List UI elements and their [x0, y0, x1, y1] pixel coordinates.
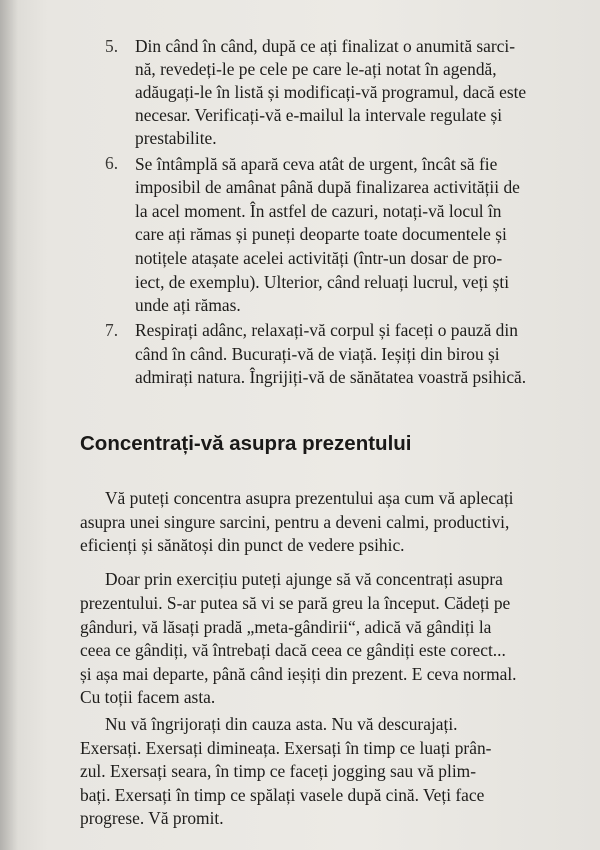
- paragraph-line: zul. Exersați seara, în timp ce faceți jogging sau vă plim-: [80, 761, 476, 781]
- section-heading: Concentrați-vă asupra prezentului: [80, 432, 412, 455]
- list-item-line: imposibil de amânat până după finalizarea activității de: [135, 177, 520, 197]
- page-gutter-shadow: [0, 0, 18, 850]
- list-item-line: care ați rămas și puneți deoparte toate documentele și: [135, 224, 507, 244]
- list-item-line: iect, de exemplu). Ulterior, când reluați lucrul, veți ști: [135, 272, 510, 292]
- list-item-line: când în când. Bucurați-vă de viață. Ieșiți din birou și: [135, 344, 500, 364]
- list-item-line: Se întâmplă să apară ceva atât de urgent, încât să fie: [135, 154, 498, 174]
- paragraph-line: și așa mai departe, până când ieșiți din prezent. E ceva normal.: [80, 664, 517, 684]
- paragraph-line: Cu toții facem asta.: [80, 687, 216, 707]
- paragraph-line: progrese. Vă promit.: [80, 808, 224, 828]
- list-item-line: nă, revedeți-le pe cele pe care le-ați notat în agendă,: [135, 59, 497, 79]
- list-item-line: admirați natura. Îngrijiți-vă de sănătatea voastră psihică.: [135, 367, 527, 387]
- list-item-line: unde ați rămas.: [135, 295, 241, 315]
- paragraph-line: ceea ce gândiți, vă întrebați dacă ceea ce gândiți este corect...: [80, 640, 506, 660]
- list-item-line: notițele atașate acelei activități (într-un dosar de pro-: [135, 248, 503, 268]
- paragraph-line: bați. Exersați în timp ce spălați vasele după cină. Veți face: [80, 785, 485, 805]
- list-item-number: 6.: [105, 153, 119, 173]
- paragraph-line: gânduri, vă lăsați pradă „meta-gândirii“, adică vă gândiți la: [80, 617, 492, 637]
- list-item-line: Respirați adânc, relaxați-vă corpul și faceți o pauză din: [135, 320, 518, 340]
- list-item-number: 7.: [105, 320, 119, 340]
- list-item-line: la acel moment. În astfel de cazuri, notați-vă locul în: [135, 201, 502, 221]
- list-item-line: Din când în când, după ce ați finalizat o anumită sarci-: [135, 36, 516, 56]
- list-item-line: necesar. Verificați-vă e-mailul la intervale regulate și: [135, 105, 503, 125]
- paragraph-line: Nu vă îngrijorați din cauza asta. Nu vă descurajați.: [105, 714, 458, 734]
- list-item-number: 5.: [105, 36, 119, 56]
- paragraph-line: Exersați. Exersați dimineața. Exersați în timp ce luați prân-: [80, 738, 492, 758]
- paragraph-line: Doar prin exercițiu puteți ajunge să vă concentrați asupra: [105, 569, 503, 589]
- list-item-line: adăugați-le în listă și modificați-vă programul, dacă este: [135, 82, 527, 102]
- paragraph-line: Vă puteți concentra asupra prezentului așa cum vă aplecați: [105, 488, 514, 508]
- paragraph-line: prezentului. S-ar putea să vi se pară greu la început. Cădeți pe: [80, 593, 511, 613]
- paragraph-line: eficienți și sănătoși din punct de vedere psihic.: [80, 535, 405, 555]
- paragraph-line: asupra unei singure sarcini, pentru a deveni calmi, productivi,: [80, 512, 510, 532]
- list-item-line: prestabilite.: [135, 128, 217, 148]
